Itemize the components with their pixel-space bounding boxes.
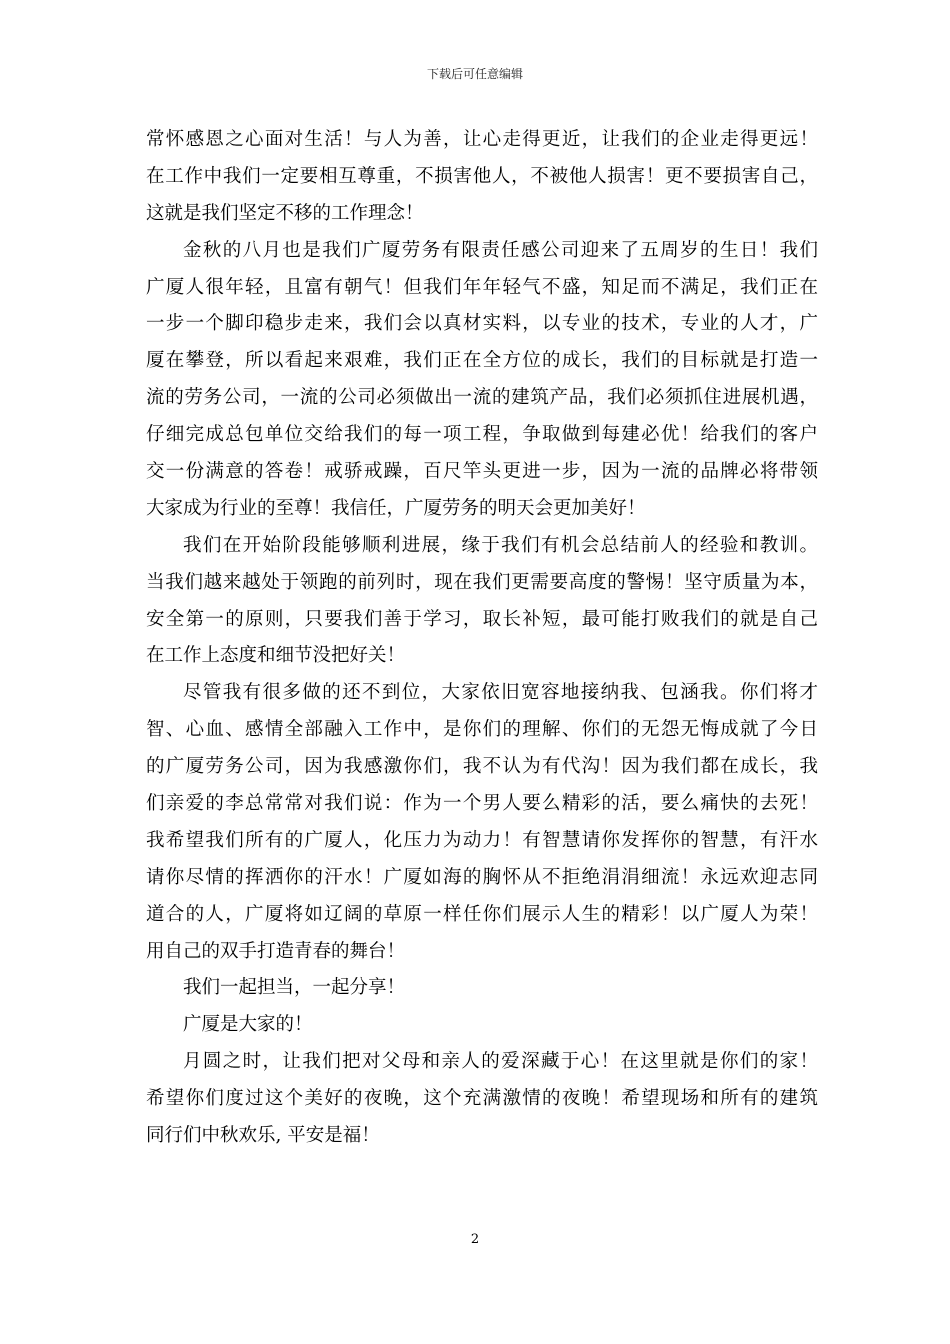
text-line: 金秋的八月也是我们广厦劳务有限责任感公司迎来了五周岁的生日！我们 — [183, 239, 818, 261]
text-line: 同行们中秋欢乐, 平安是福！ — [146, 1125, 380, 1147]
text-line: 这就是我们坚定不移的工作理念！ — [146, 202, 424, 224]
text-line: 常怀感恩之心面对生活！与人为善，让心走得更近，让我们的企业走得更远！ — [146, 129, 818, 150]
text-line: 在工作上态度和细节没把好关！ — [146, 645, 406, 667]
text-line: 希望你们度过这个美好的夜晚，这个充满激情的夜晚！希望现场和所有的建筑 — [146, 1088, 818, 1110]
document-body — [146, 122, 818, 1155]
text-line: 我们一起担当，一起分享！ — [183, 977, 406, 999]
text-line: 广厦人很年轻，且富有朝气！但我们年年轻气不盛，知足而不满足，我们正在 — [146, 276, 818, 298]
text-line: 仔细完成总包单位交给我们的每一项工程，争取做到每建必优！给我们的客户 — [146, 424, 818, 446]
text-line: 我希望我们所有的广厦人，化压力为动力！有智慧请你发挥你的智慧，有汗水 — [146, 829, 818, 851]
text-line: 尽管我有很多做的还不到位，大家依旧宽容地接纳我、包涵我。你们将才 — [183, 682, 818, 704]
text-line: 安全第一的原则，只要我们善于学习，取长补短，最可能打败我们的就是自己 — [146, 608, 818, 630]
text-line: 请你尽情的挥洒你的汗水！广厦如海的胸怀从不拒绝涓涓细流！永远欢迎志同 — [146, 866, 818, 888]
text-line: 的广厦劳务公司，因为我感激你们，我不认为有代沟！因为我们都在成长，我 — [146, 756, 818, 778]
text-line: 在工作中我们一定要相互尊重，不损害他人，不被他人损害！更不要损害自己， — [146, 165, 818, 187]
text-line: 大家成为行业的至尊！我信任，广厦劳务的明天会更加美好！ — [146, 497, 646, 519]
text-line: 我们在开始阶段能够顺利进展，缘于我们有机会总结前人的经验和教训。 — [183, 534, 818, 556]
text-line: 智、心血、感情全部融入工作中，是你们的理解、你们的无怨无悔成就了今日 — [146, 719, 818, 741]
text-line: 月圆之时，让我们把对父母和亲人的爱深藏于心！在这里就是你们的家！ — [183, 1051, 818, 1073]
text-line: 一步一个脚印稳步走来，我们会以真材实料，以专业的技术，专业的人才，广 — [146, 313, 818, 335]
text-line: 们亲爱的李总常常对我们说：作为一个男人要么精彩的活，要么痛快的去死！ — [146, 793, 818, 815]
text-line: 流的劳务公司，一流的公司必须做出一流的建筑产品，我们必须抓住进展机遇， — [146, 387, 818, 409]
page-header: 下载后可任意编辑 — [426, 67, 523, 81]
page-number: 2 — [470, 1232, 480, 1247]
text-line: 广厦是大家的！ — [183, 1014, 313, 1036]
text-line: 交一份满意的答卷！戒骄戒躁，百尺竿头更进一步，因为一流的品牌必将带领 — [146, 461, 818, 483]
text-line: 道合的人，广厦将如辽阔的草原一样任你们展示人生的精彩！以广厦人为荣！ — [146, 903, 818, 925]
text-line: 厦在攀登，所以看起来艰难，我们正在全方位的成长，我们的目标就是打造一 — [146, 350, 818, 372]
text-line: 当我们越来越处于领跑的前列时，现在我们更需要高度的警惕！坚守质量为本， — [146, 571, 818, 593]
text-line: 用自己的双手打造青春的舞台！ — [146, 940, 406, 962]
